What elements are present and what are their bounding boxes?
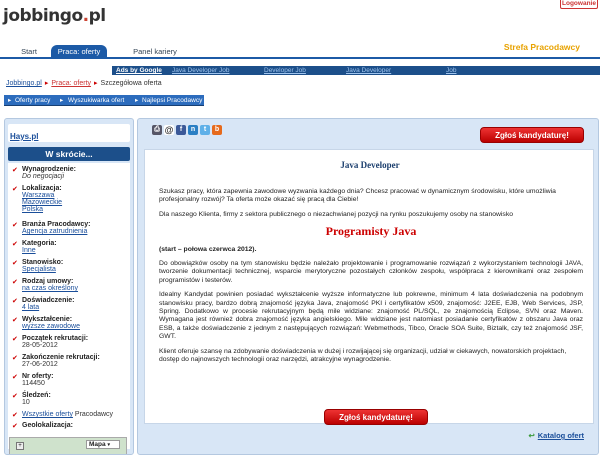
- location-map[interactable]: [9, 437, 127, 455]
- field-branza: ✔ Branża Pracodawcy: Agencja zatrudnienia: [12, 221, 91, 235]
- offer-panel: [137, 118, 599, 455]
- blip-icon[interactable]: b: [212, 125, 222, 135]
- ads-by-google-link[interactable]: Ads by Google: [116, 67, 162, 74]
- catalog-link[interactable]: ↩ Katalog ofert: [528, 431, 584, 440]
- summary-fields: [8, 163, 130, 449]
- check-icon: ✔: [12, 336, 18, 343]
- map-type-select[interactable]: Mapa ▾: [86, 440, 120, 449]
- subnav-wyszukiwarka[interactable]: Wyszukiwarka ofert: [68, 97, 125, 104]
- subnav-oferty[interactable]: Oferty pracy: [15, 97, 51, 104]
- company-link[interactable]: Hays.pl: [10, 132, 39, 141]
- client-paragraph: Dla naszego Klienta, firmy z sektora publicznego o niezachwianej pozycji na rynku poszukujemy osoby na stanowisko: [159, 210, 513, 218]
- tab-start[interactable]: Start: [21, 47, 37, 56]
- offer-description: [159, 188, 583, 371]
- return-arrow-icon: ↩: [528, 431, 535, 440]
- logo-tld: pl: [88, 6, 106, 26]
- field-all-offers: ✔ Wszystkie oferty Pracodawcy: [12, 411, 114, 419]
- all-offers-link[interactable]: Wszystkie oferty: [22, 411, 73, 418]
- check-icon: ✔: [12, 167, 18, 174]
- field-zakonczenie-rekrutacji: ✔ Zakończenie rekrutacji: 27-06-2012: [12, 354, 100, 368]
- subnav-arrow-icon: ▸: [135, 97, 139, 104]
- field-wyksztalcenie: ✔ Wykształcenie: wyższe zawodowe: [12, 316, 80, 330]
- check-icon: ✔: [12, 298, 18, 305]
- field-sledzen: ✔ Śledzeń: 10: [12, 392, 51, 406]
- chevron-down-icon: ▾: [107, 442, 110, 448]
- breadcrumb-offers[interactable]: Praca: oferty: [51, 80, 92, 87]
- duties-paragraph: Do obowiązków osoby na tym stanowisku będzie należało projektowanie i programowanie rozwiązań z wykorzystaniem technologii JAVA, tworzenie dokumentacji technicznej, wsparcie merytoryczne pozostałych członków zespołu, współpraca z kierownikami oraz zespołem programistów i testerów.: [159, 260, 583, 284]
- site-logo[interactable]: [3, 6, 106, 26]
- zoom-control-icon[interactable]: +: [16, 442, 24, 450]
- tab-praca-oferty[interactable]: Praca: oferty: [51, 45, 107, 59]
- ad-link[interactable]: Job: [446, 67, 457, 74]
- field-geolokalizacja: ✔ Geolokalizacja:: [12, 422, 73, 430]
- check-icon: ✔: [12, 279, 18, 286]
- ads-bar: [112, 66, 600, 75]
- ad-link[interactable]: Java Developer: [346, 67, 392, 74]
- start-date: (start – połowa czerwca 2012).: [159, 245, 257, 253]
- field-lokalizacja: ✔ Lokalizacja: Warszawa Mazowieckie Polska: [12, 185, 63, 213]
- email-icon[interactable]: @: [164, 125, 174, 135]
- check-icon: ✔: [12, 374, 18, 381]
- subnav-arrow-icon: ▸: [8, 97, 12, 104]
- logo-text: jobbingo: [3, 6, 83, 26]
- login-button[interactable]: Logowanie: [560, 0, 598, 9]
- check-icon: ✔: [12, 423, 18, 430]
- breadcrumb-separator-icon: ▸: [94, 80, 98, 87]
- requirements-paragraph: Idealny Kandydat powinien posiadać wykształcenie wyższe informatyczne lub pokrewne, minimum 4 lata doświadczenia na podobnym stanowisku pracy, bardzo dobrą znajomość języka Java, znajomość PKI i certyfikatów x509, znajomość: J2EE, EJB, Web Services, JSP, Spring. Dodatkowo w procesie rekrutacyjnym będą mile widziane: znajomość PL/SQL, ze znajomością Eclipse, SVN oraz Maven. Wymagana jest również dobra znajomość języka angielskiego. Mile widziane jest natomiast posiadanie certyfikatów z obszaru Java oraz ESB, a także doświadczenie z jednym z następujących rozwiązań: Webmethods, Tibco, Oracle SOA Suite, Biztalk, czy też znajomość JSF, GWT.: [159, 291, 583, 341]
- company-box: [8, 124, 130, 142]
- field-nr-oferty: ✔ Nr oferty: 114450: [12, 373, 54, 387]
- job-title: Java Developer: [340, 160, 400, 170]
- check-icon: ✔: [12, 412, 18, 419]
- apply-button-top[interactable]: Zgłoś kandydaturę!: [480, 127, 584, 143]
- tab-panel-kariery[interactable]: Panel kariery: [133, 47, 177, 56]
- subnav-arrow-icon: ▸: [60, 97, 64, 104]
- summary-title: W skrócie...: [8, 147, 130, 161]
- breadcrumb-separator-icon: ▸: [44, 80, 49, 87]
- check-icon: ✔: [12, 355, 18, 362]
- ad-link[interactable]: Java Developer Job: [172, 67, 230, 74]
- employer-zone-link[interactable]: Strefa Pracodawcy: [503, 42, 580, 52]
- field-kategoria: ✔ Kategoria: Inne: [12, 240, 57, 254]
- check-icon: ✔: [12, 241, 18, 248]
- field-poczatek-rekrutacji: ✔ Początek rekrutacji: 28-05-2012: [12, 335, 89, 349]
- check-icon: ✔: [12, 186, 18, 193]
- summary-sidebar: [4, 118, 134, 455]
- nk-icon[interactable]: n: [188, 125, 198, 135]
- breadcrumb-home[interactable]: Jobbingo.pl: [6, 80, 42, 87]
- breadcrumb-current: Szczegółowa oferta: [100, 80, 162, 87]
- check-icon: ✔: [12, 260, 18, 267]
- sub-navigation: [4, 95, 204, 106]
- field-stanowisko: ✔ Stanowisko: Specjalista: [12, 259, 64, 273]
- check-icon: ✔: [12, 222, 18, 229]
- check-icon: ✔: [12, 393, 18, 400]
- print-icon[interactable]: ⎙: [152, 125, 162, 135]
- offer-paragraph: Klient oferuje szansę na zdobywanie doświadczenia w dużej i rozwijającej się organizacji, udział w ciekawych, nowatorskich projektach, dostęp do najnowszych technologii oraz narzędzi, atrakcyjne wynagrodzenie.: [159, 347, 567, 364]
- field-wynagrodzenie: ✔ Wynagrodzenie: Do negocjacji: [12, 166, 76, 180]
- facebook-icon[interactable]: f: [176, 125, 186, 135]
- intro-paragraph: Szukasz pracy, która zapewnia zawodowe wyzwania każdego dnia? Chcesz pracować w dynamicznym środowisku, które umożliwia profesjonalny rozwój? Ta oferta może okazać się pracą dla Ciebie!: [159, 188, 556, 204]
- check-icon: ✔: [12, 317, 18, 324]
- ad-link[interactable]: Developer Job: [264, 67, 306, 74]
- twitter-icon[interactable]: t: [200, 125, 210, 135]
- logo-dot: .: [82, 6, 89, 26]
- apply-button-bottom[interactable]: Zgłoś kandydaturę!: [324, 409, 428, 425]
- offer-content: [144, 149, 594, 424]
- field-doswiadczenie: ✔ Doświadczenie: 4 lata: [12, 297, 75, 311]
- field-rodzaj-umowy: ✔ Rodzaj umowy: na czas określony: [12, 278, 79, 292]
- breadcrumb: [6, 79, 162, 87]
- position-headline: Programisty Java: [325, 224, 417, 239]
- subnav-pracodawcy[interactable]: Najlepsi Pracodawcy: [142, 97, 203, 104]
